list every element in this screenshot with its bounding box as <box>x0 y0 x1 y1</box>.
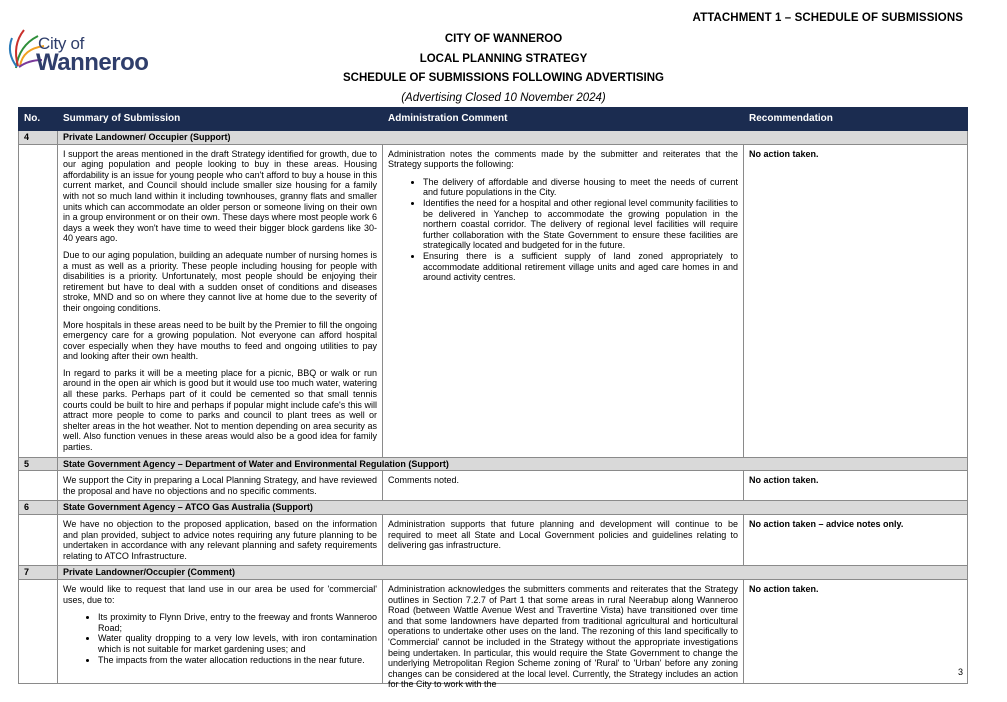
submission-number: 7 <box>19 566 58 580</box>
summary-paragraph: More hospitals in these areas need to be built by the Premier to fill the ongoing emergency care for a growing population. Not everyone can afford hospital cover especially when they have mouths to feed and ongoing utilities to pay and looking after their own health. <box>63 319 377 362</box>
comment-paragraph: Administration acknowledges the submitters comments and reiterates that the Strategy outlines in Section 7.2.7 of Part 1 that some areas in rural Neerabup along Wanneroo Road (between Wattle Avenue West and Travertine Vista) have transitioned over time and that some landowners have departed from traditional agricultural and horticultural operations to undertake other uses on the land. The rezoning of this land specifically to 'Commercial' cannot be included in the Strategy without the appropriate investigations being undertaken. In particular, this would require the State Government to change the underlying Metropolitan Region Scheme zoning of 'Rural' to 'Urban' before any zoning changes can be considered at the local level. Currently, the Strategy includes an action for the City to work with the <box>388 583 738 690</box>
summary-list <box>63 612 377 665</box>
comment-cell <box>383 471 744 501</box>
recommendation-cell: No action taken. <box>744 471 968 501</box>
logo-wanneroo-text: Wanneroo <box>36 49 149 76</box>
recommendation-cell: No action taken. <box>744 144 968 457</box>
list-item: • Identifies the need for a hospital and other regional level community facilities to be delivered in Yanchep to accommodate the growing population in the northern coastal corridor. The delivery of regional level facilities will require further collaboration with the State Government to ensure these facilities are strategically located and budgeted for in the future. <box>423 198 738 251</box>
col-header-comment: Administration Comment <box>383 108 744 131</box>
comment-paragraph: Comments noted. <box>388 475 460 486</box>
summary-cell <box>58 471 383 501</box>
table-row <box>19 579 968 683</box>
summary-paragraph: We support the City in preparing a Local Planning Strategy, and have reviewed the proposal and have no objections and no specific comments. <box>63 475 377 496</box>
summary-cell <box>58 144 383 457</box>
list-item: • The impacts from the water allocation reductions in the near future. <box>98 655 377 666</box>
comment-paragraph: Administration notes the comments made by the submitter and reiterates that the Strategy supports the following: <box>388 148 738 170</box>
logo-city-text: City of <box>38 34 85 53</box>
submission-number: 4 <box>19 131 58 145</box>
section-row <box>19 131 968 145</box>
submissions-table <box>18 107 968 690</box>
section-row <box>19 501 968 515</box>
submission-number: 5 <box>19 457 58 471</box>
recommendation-cell: No action taken. <box>744 579 968 683</box>
list-item: • Its proximity to Flynn Drive, entry to the freeway and fronts Wanneroo Road; <box>98 612 377 633</box>
document-titles <box>0 30 1007 108</box>
comment-paragraph: Administration supports that future planning and development will continue to be required to meet all State and Local Government policies and guidelines relating to delivering gas infrastructure. <box>388 519 738 551</box>
list-item: • Ensuring there is a sufficient supply of land zoned appropriately to accommodate additional retirement village units and aged care homes in and around activity centres. <box>423 251 738 283</box>
section-row <box>19 566 968 580</box>
summary-cell <box>58 579 383 683</box>
submission-number: 6 <box>19 501 58 515</box>
summary-paragraph: We would like to request that land use in our area be used for 'commercial' uses, due to: <box>63 583 377 605</box>
summary-paragraph: Due to our aging population, building an adequate number of nursing homes is a must as well as a priority. These people including housing for people with disabilities is a priority. Unfortunately, most people should be enjoying their retirement but have to deal with a sudden onset of conditions and diseases stroke, MND and so on where they cannot live at home due to the severity of their ongoing conditions. <box>63 249 377 313</box>
submitter-heading: Private Landowner/ Occupier (Support) <box>58 131 968 145</box>
title-strategy: LOCAL PLANNING STRATEGY <box>419 52 588 65</box>
attachment-title: ATTACHMENT 1 – SCHEDULE OF SUBMISSIONS <box>692 12 963 24</box>
table-header-row <box>19 108 968 131</box>
comment-cell <box>383 515 744 566</box>
submitter-heading: Private Landowner/Occupier (Comment) <box>58 566 968 580</box>
comment-clip <box>388 583 738 690</box>
col-header-recommendation: Recommendation <box>744 108 968 131</box>
table-row <box>19 144 968 457</box>
summary-paragraph: In regard to parks it will be a meeting place for a picnic, BBQ or walk or run around in the open air which is good but it would use too much water, watering all these parks. Perhaps part of it could be cemented so that small tennis courts could be built to hire and perhaps if popular might include cafe's this will attract more people to come to parks and council to plant trees as well or shelter areas in the hot weather. Not to mention depending on area security as well. Also function venues in these areas would also be a good idea for family parties. <box>63 367 377 453</box>
comment-list <box>388 177 738 283</box>
summary-cell <box>58 515 383 566</box>
list-item: • The delivery of affordable and diverse housing to meet the needs of current and future populations in the City. <box>423 177 738 198</box>
summary-paragraph: I support the areas mentioned in the draft Strategy identified for growth, due to our aging population and people looking to buy in these areas. Housing affordability is an issue for young people who can't afford to buy a house in this current market, and Council should include smaller size housing for a family with not so much land within it including townhouses, granny flats and smaller units which can accommodate an older person or someone living on their own in a group environment or on their own. These days where most people work 6 days a week they won't have time to weed their bigger block gardens like 30-40 years ago. <box>63 148 377 244</box>
section-row <box>19 457 968 471</box>
col-header-summary: Summary of Submission <box>58 108 383 131</box>
page-number: 3 <box>957 667 963 677</box>
table-row <box>19 515 968 566</box>
title-city: CITY OF WANNEROO <box>444 33 563 45</box>
col-header-no: No. <box>19 108 58 131</box>
summary-paragraph: We have no objection to the proposed application, based on the information and plan provided, subject to advice notes requiring any future planning to be undertaken in accordance with any relevant planning and safety requirements relating to ATCO Infrastructure. <box>63 519 377 561</box>
recommendation-cell: No action taken – advice notes only. <box>744 515 968 566</box>
submitter-heading: State Government Agency – ATCO Gas Australia (Support) <box>58 501 968 515</box>
title-advertising-closed: (Advertising Closed 10 November 2024) <box>401 91 606 104</box>
submitter-heading: State Government Agency – Department of Water and Environmental Regulation (Support) <box>58 457 968 471</box>
list-item: • Water quality dropping to a very low levels, with iron contamination which is not suitable for market gardening uses; and <box>98 633 377 654</box>
table-row <box>19 471 968 501</box>
summary-clip <box>63 584 377 679</box>
comment-cell <box>383 144 744 457</box>
comment-cell <box>383 579 744 690</box>
title-schedule: SCHEDULE OF SUBMISSIONS FOLLOWING ADVERTISING <box>343 72 664 84</box>
